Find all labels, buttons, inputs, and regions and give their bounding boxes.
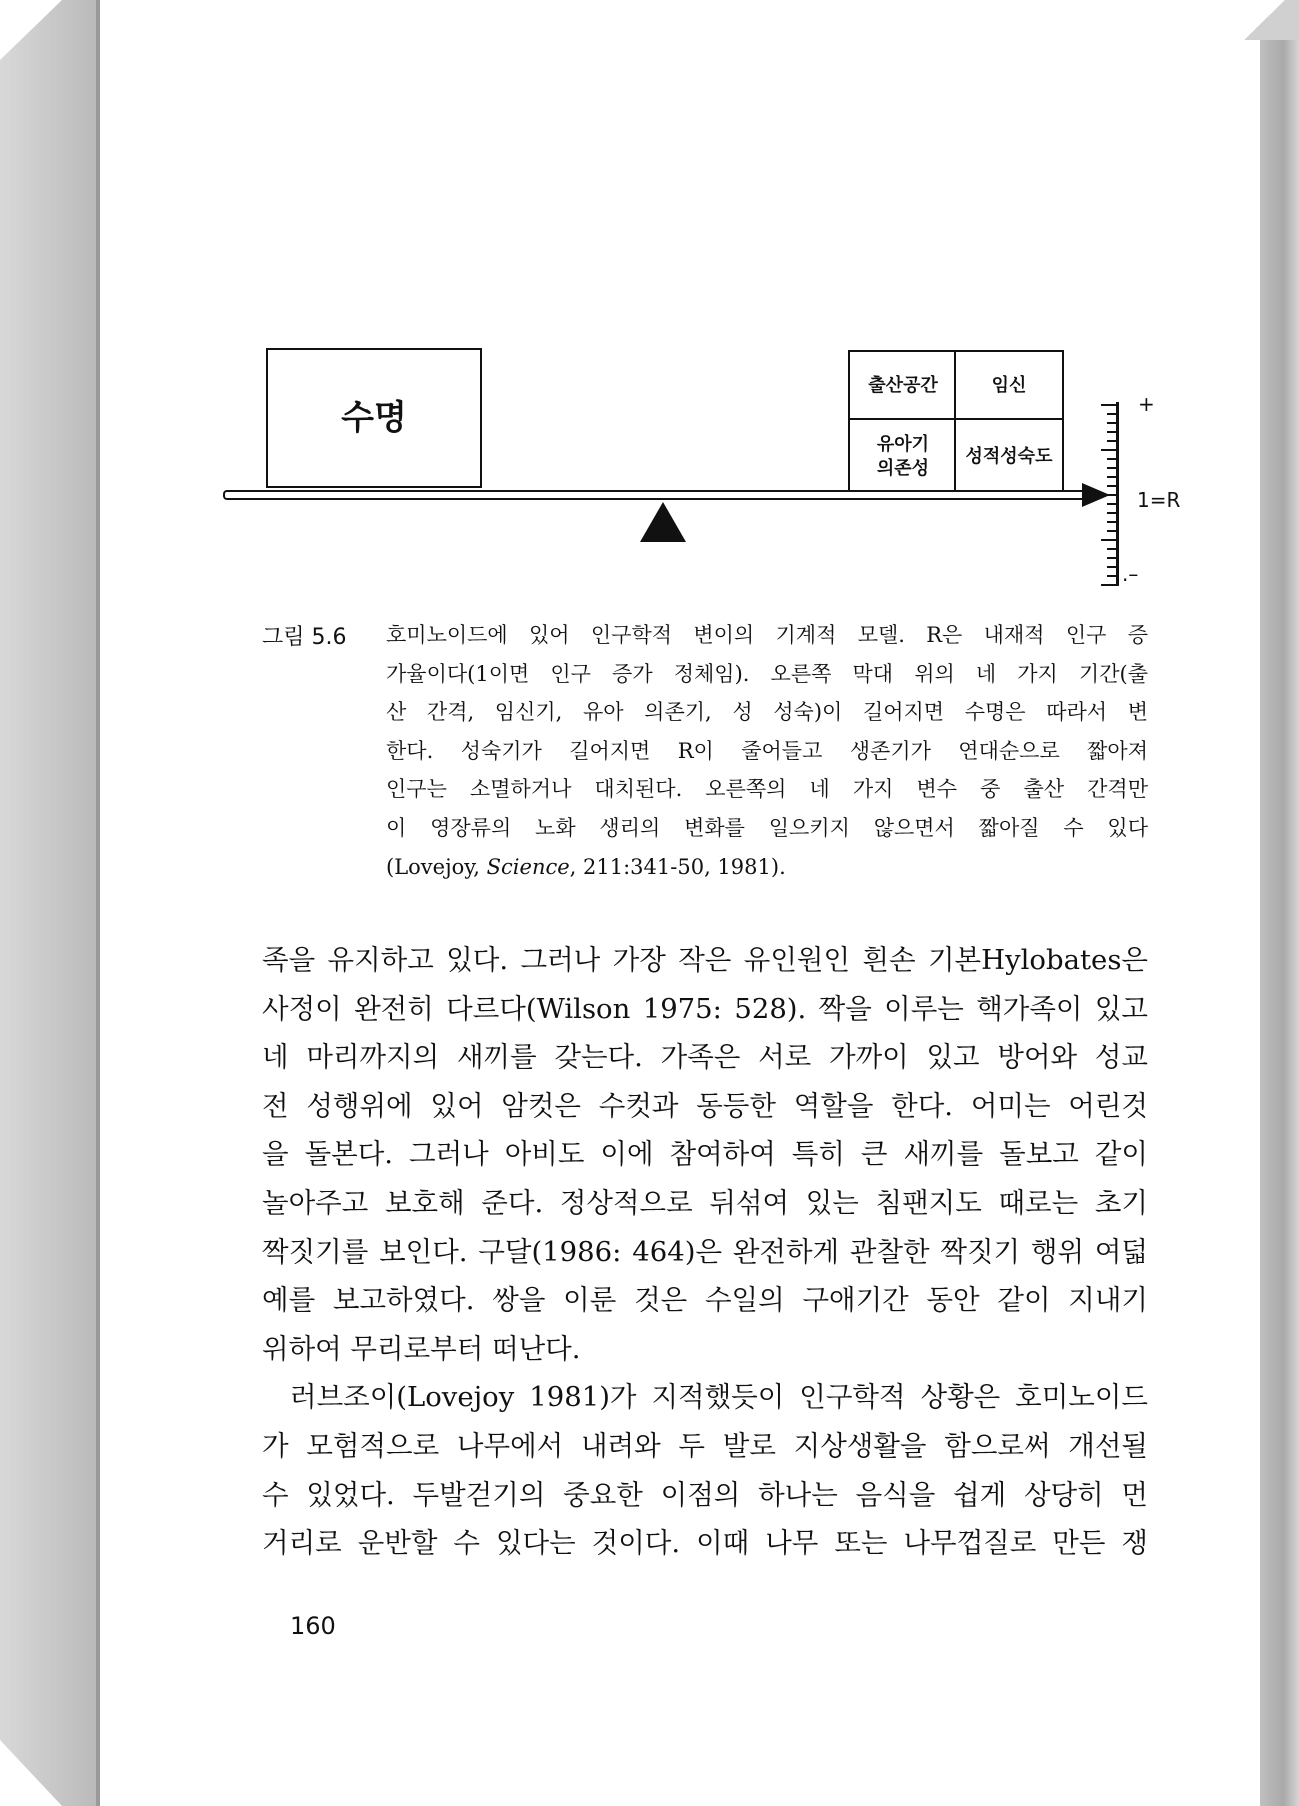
body-line: 족을 유지하고 있다. 그러나 가장 작은 유인원인 흰손 기본Hylobates은 — [262, 944, 1148, 976]
lever-beam — [223, 490, 1089, 500]
birth-interval-cell — [848, 350, 958, 422]
page-corner — [1230, 0, 1299, 40]
body-line: 짝짓기를 보인다. 구달(1986: 464)은 완전하게 관찰한 짝짓기 행위 여덟 — [262, 1235, 1148, 1268]
reference-details: , 211:341-50, 1981). — [569, 854, 786, 879]
body-line: 가 모험적으로 나무에서 내려와 두 발로 지상생활을 함으로써 개선될 — [262, 1429, 1148, 1462]
scale-tick — [1107, 575, 1117, 577]
scale-tick — [1107, 458, 1117, 460]
scale-plus-label: + — [1138, 392, 1155, 416]
scale-tick — [1101, 494, 1117, 496]
body-line: 을 돌본다. 그러나 아비도 이에 참여하여 특히 큰 새끼를 돌보고 같이 — [262, 1138, 1148, 1171]
reference-journal: Science — [486, 854, 570, 879]
scale-tick — [1107, 530, 1117, 532]
caption-line: 호미노이드에 있어 인구학적 변이의 기계적 모델. R은 내재적 인구 증 — [386, 623, 1148, 647]
body-line: 러브조이(Lovejoy 1981)가 지적했듯이 인구학적 상황은 호미노이드 — [290, 1381, 1148, 1414]
scale-r-label: 1=R — [1137, 488, 1181, 512]
infant-dependency-cell — [848, 418, 958, 496]
scale-tick — [1107, 422, 1117, 424]
cell-line: 의존성 — [876, 458, 930, 479]
scale-tick — [1107, 521, 1117, 523]
body-line: 위하여 무리로부터 떠난다. — [262, 1332, 581, 1365]
book-left-edge — [0, 0, 100, 1806]
body-line: 수 있었다. 두발걷기의 중요한 이점의 하나는 음식을 쉽게 상당히 먼 — [262, 1478, 1148, 1511]
scale-tick — [1107, 485, 1117, 487]
cell-label: 임신 — [991, 375, 1027, 396]
body-text — [262, 936, 1148, 1568]
body-line: 예를 보고하였다. 쌍을 이룬 것은 수일의 구애기간 동안 같이 지내기 — [262, 1284, 1148, 1317]
cell-label: 성적성숙도 — [965, 446, 1053, 467]
body-line: 사정이 완전히 다르다(Wilson 1975: 528). 짝을 이루는 핵가족이 있고 — [262, 992, 1148, 1025]
scale-minus-label: .– — [1122, 562, 1139, 586]
caption-reference — [386, 848, 1148, 887]
body-line: 전 성행위에 있어 암컷은 수컷과 동등한 역할을 한다. 어미는 어린것 — [262, 1089, 1148, 1122]
scale-tick — [1107, 467, 1117, 469]
figure-caption — [386, 616, 1148, 886]
cell-line: 유아기 — [876, 434, 930, 455]
sexual-maturity-cell — [954, 418, 1064, 496]
scale-tick — [1101, 539, 1117, 541]
book-right-edge — [1260, 0, 1299, 1806]
body-line: 거리로 운반할 수 있다는 것이다. 이때 나무 또는 나무껍질로 만든 쟁 — [262, 1527, 1148, 1560]
figure-label: 그림 5.6 — [262, 625, 347, 650]
scale-tick — [1107, 413, 1117, 415]
scale-tick — [1107, 431, 1117, 433]
cell-label: 출산공간 — [868, 375, 938, 396]
scale-tick — [1107, 557, 1117, 559]
caption-line: 가율이다(1이면 인구 증가 정체임). 오른쪽 막대 위의 네 가지 기간(출 — [386, 661, 1148, 686]
scale-tick — [1107, 548, 1117, 550]
body-line: 놀아주고 보호해 준다. 정상적으로 뒤섞여 있는 침팬지도 때로는 초기 — [262, 1186, 1148, 1219]
fulcrum-triangle-icon — [640, 502, 686, 542]
reference-author: (Lovejoy, — [386, 854, 487, 879]
caption-line: 인구는 소멸하거나 대치된다. 오른쪽의 네 가지 변수 중 출산 간격만 — [386, 777, 1148, 802]
scale-tick — [1101, 449, 1117, 451]
scale-tick — [1107, 503, 1117, 505]
scale-tick — [1101, 404, 1117, 406]
scale-tick — [1107, 566, 1117, 568]
caption-line: 한다. 성숙기가 길어지면 R이 줄어들고 생존기가 연대순으로 짧아져 — [386, 738, 1148, 763]
scale-tick — [1107, 440, 1117, 442]
scale-tick — [1107, 512, 1117, 514]
scale-tick — [1101, 584, 1117, 586]
page-number: 160 — [290, 1612, 336, 1640]
cell-label — [877, 433, 929, 481]
body-line: 네 마리까지의 새끼를 갖는다. 가족은 서로 가까이 있고 방어와 성교 — [262, 1041, 1148, 1074]
gestation-cell — [954, 350, 1064, 422]
scale-tick — [1107, 476, 1117, 478]
caption-line: 이 영장류의 노화 생리의 변화를 일으키지 않으면서 짧아질 수 있다 — [386, 815, 1148, 840]
lifespan-weight-box: 수명 — [266, 348, 482, 488]
caption-line: 산 간격, 임신기, 유아 의존기, 성 성숙)이 길어지면 수명은 따라서 변 — [386, 700, 1148, 725]
